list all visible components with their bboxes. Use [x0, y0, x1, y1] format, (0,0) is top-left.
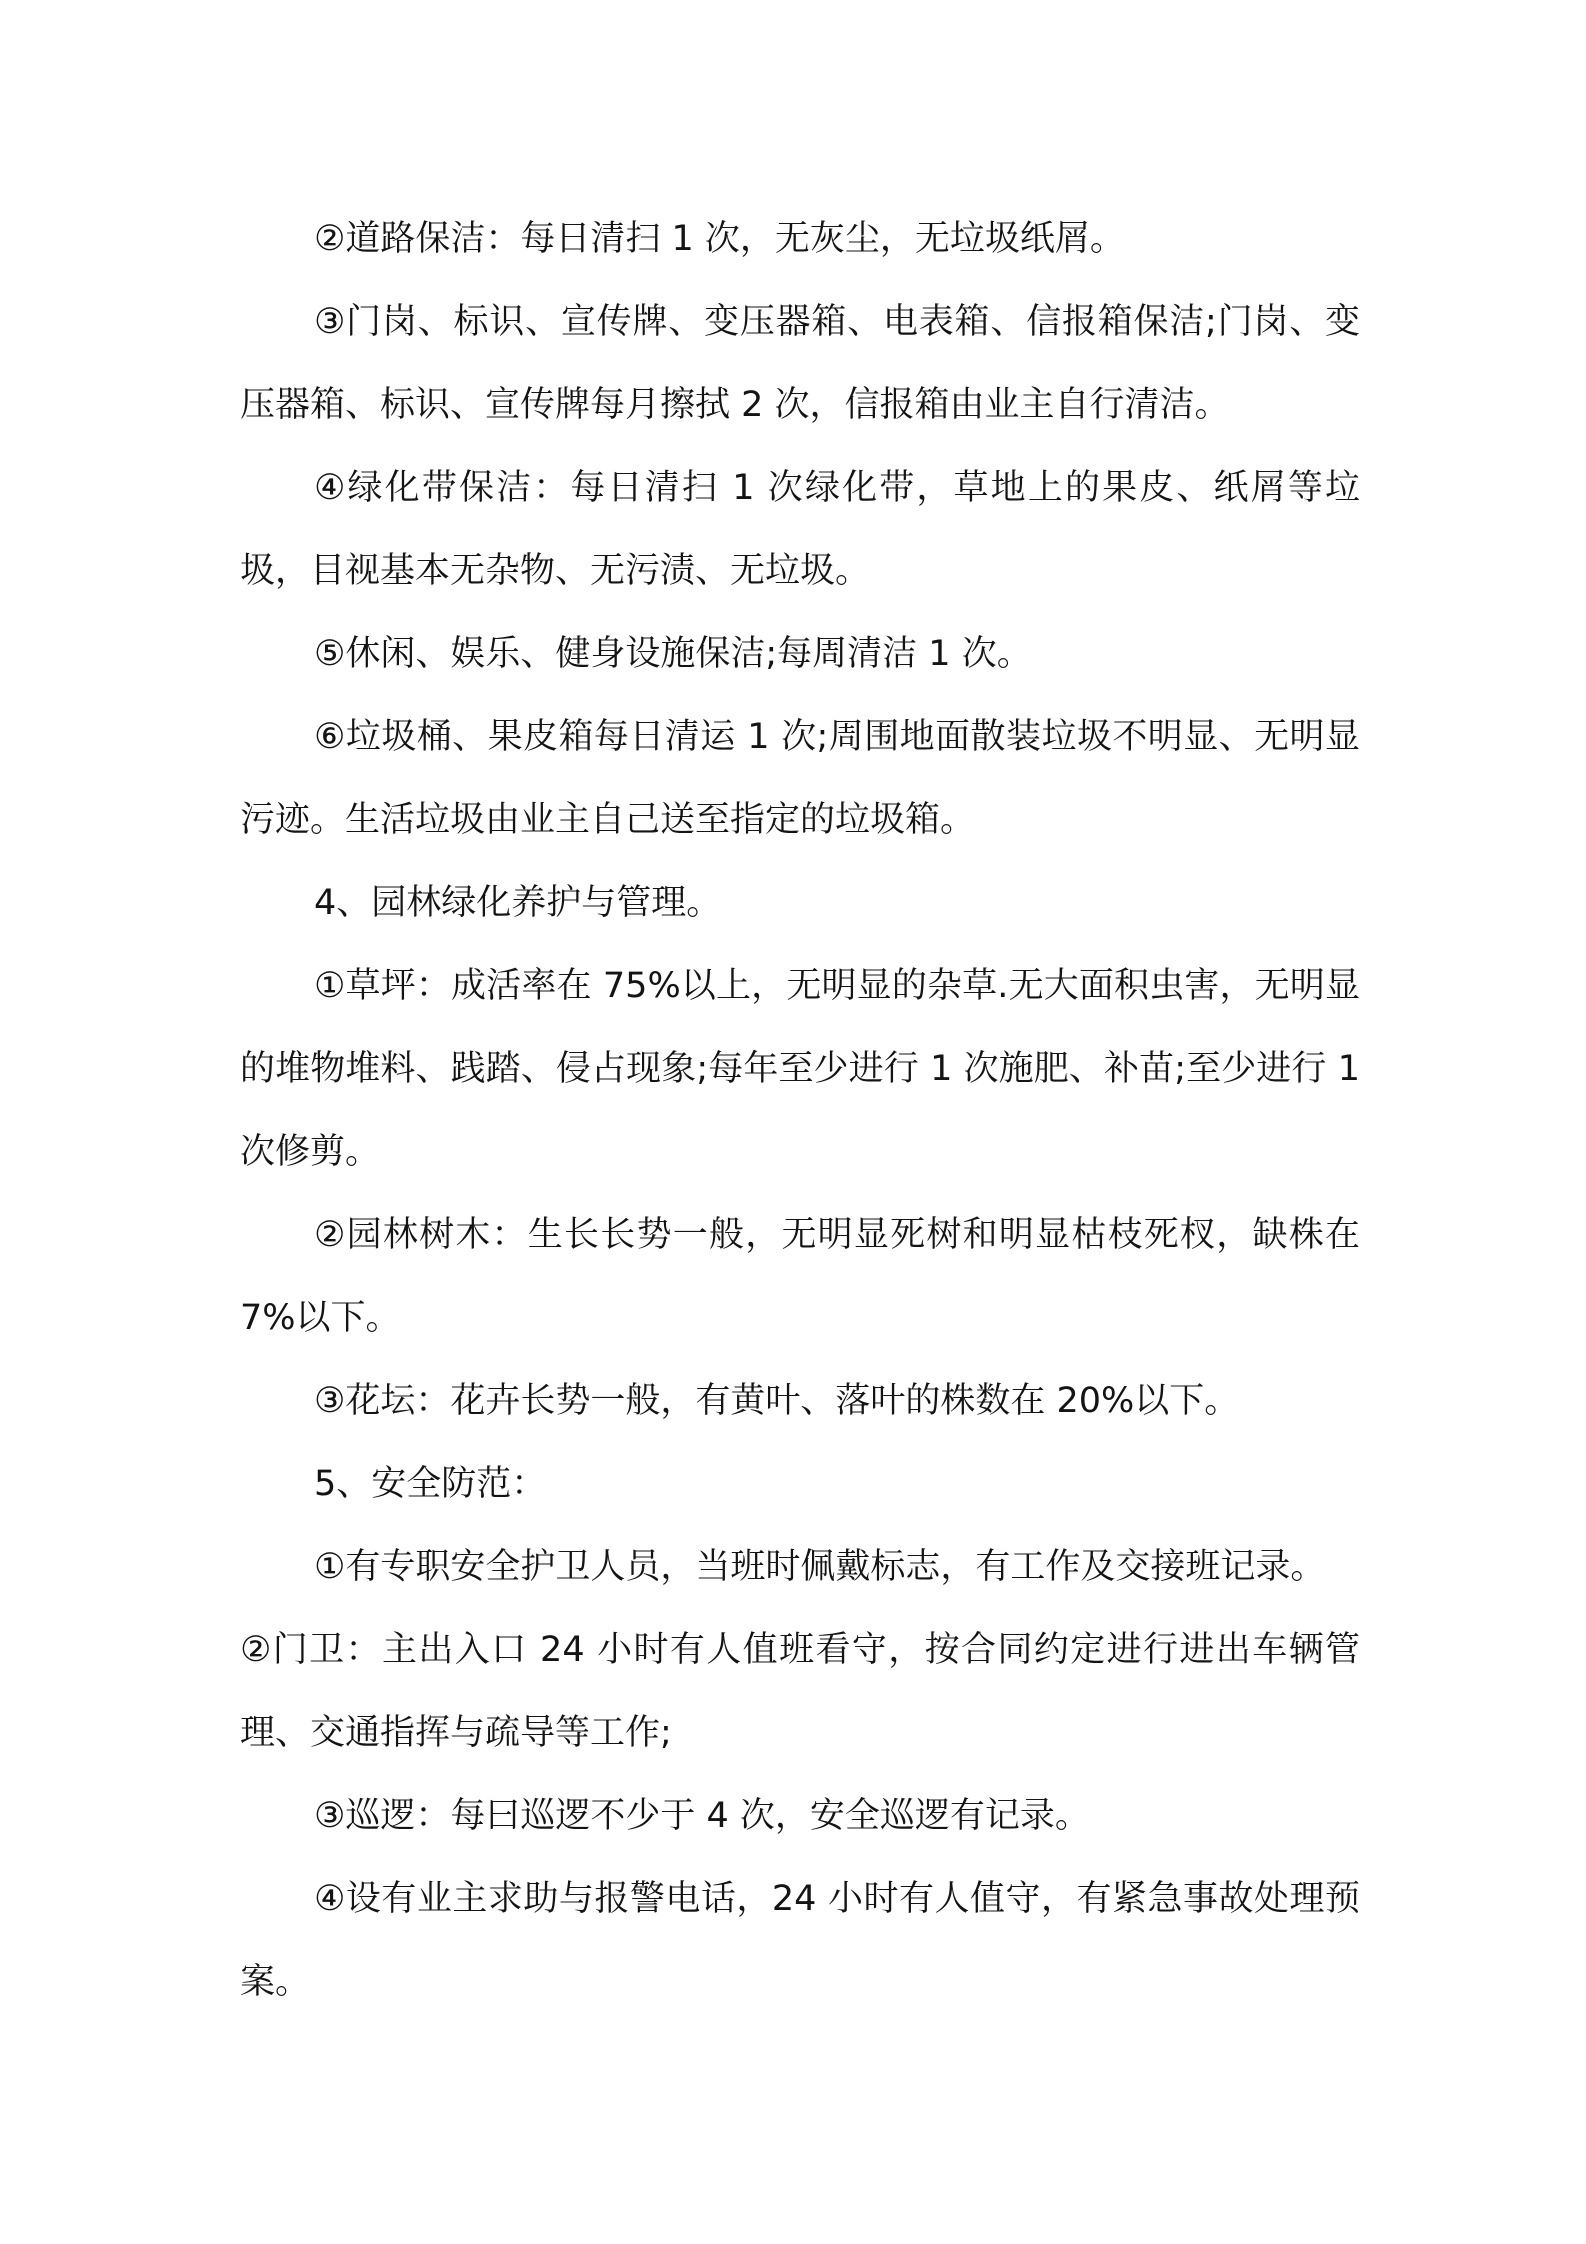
section-heading-landscaping: 4、园林绿化养护与管理。 [314, 883, 722, 923]
paragraph-leisure-facility-cleaning: ⑤休闲、娱乐、健身设施保洁;每周清洁 1 次。 [314, 634, 1032, 674]
paragraph-trash-bin-cleaning: ⑥垃圾桶、果皮箱每日清运 1 次;周围地面散装垃圾不明显、无明显污迹。生活垃圾由业主自己送至指定的垃圾箱。 [240, 717, 1360, 840]
paragraph-greenbelt-cleaning: ④绿化带保洁：每日清扫 1 次绿化带，草地上的果皮、纸屑等垃圾，目视基本无杂物、无污渍、无垃圾。 [240, 468, 1360, 591]
paragraph-lawn: ①草坪：成活率在 75%以上，无明显的杂草.无大面积虫害，无明显的堆物堆料、践踏、侵占现象;每年至少进行 1 次施肥、补苗;至少进行 1 次修剪。 [240, 966, 1360, 1172]
paragraph-security-staff: ①有专职安全护卫人员，当班时佩戴标志，有工作及交接班记录。 [314, 1547, 1326, 1587]
paragraph-gate-signage-cleaning: ③门岗、标识、宣传牌、变压器箱、电表箱、信报箱保洁;门岗、变压器箱、标识、宣传牌每月擦拭 2 次，信报箱由业主自行清洁。 [240, 302, 1360, 425]
paragraph-gate-guard: ②门卫：主出入口 24 小时有人值班看守，按合同约定进行进出车辆管理、交通指挥与疏导等工作; [240, 1630, 1360, 1753]
paragraph-flower-beds: ③花坛：花卉长势一般，有黄叶、落叶的株数在 20%以下。 [314, 1381, 1240, 1421]
paragraph-patrol: ③巡逻：每曰巡逻不少于 4 次，安全巡逻有记录。 [314, 1796, 1090, 1836]
paragraph-emergency-phone: ④设有业主求助与报警电话，24 小时有人值守，有紧急事故处理预案。 [240, 1879, 1360, 2002]
paragraph-road-cleaning: ②道路保洁：每日清扫 1 次，无灰尘，无垃圾纸屑。 [314, 219, 1125, 259]
paragraph-trees: ②园林树木：生长长势一般，无明显死树和明显枯枝死杈，缺株在 7%以下。 [240, 1215, 1360, 1338]
section-heading-security: 5、安全防范： [314, 1464, 547, 1504]
